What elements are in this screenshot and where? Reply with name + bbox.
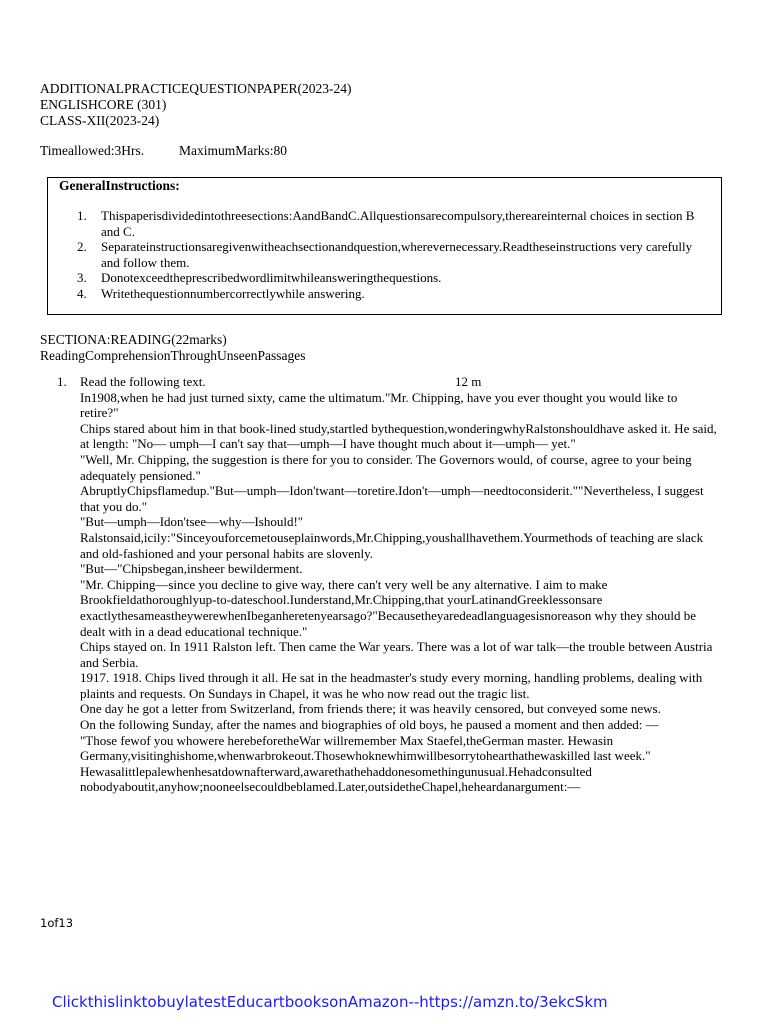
paper-header — [40, 81, 352, 129]
subject-code: ENGLISHCORE (301) — [40, 97, 167, 112]
question-marks: 12 m — [455, 374, 482, 389]
instruction-item: 4. Writethequestionnumbercorrectlywhile answering. — [77, 285, 365, 301]
question-prompt: Read the following text. — [80, 374, 206, 389]
passage-paragraph: Ralstonsaid,icily:"Sinceyouforcemetouseplainwords,Mr.Chipping,youshallhavethem.Yourmethods of teaching are slack and old-fashioned and your personal habits are slovenly. — [80, 529, 704, 561]
general-instructions-box — [47, 177, 722, 315]
page-number: 1of13 — [40, 916, 74, 930]
time-marks-row — [40, 143, 287, 159]
passage-paragraph: "But—"Chipsbegan,insheer bewilderment. — [80, 561, 303, 577]
instructions-list — [59, 208, 707, 301]
passage-paragraph: "Mr. Chipping—since you decline to give way, there can't very well be any alternative. I aim to make Brookfieldathoroughlyup-to-dateschool.Iunderstand,Mr.Chipping,that yourLatinandGreeklessonsare exactlythesameastheywerewhenIbeganheretenyearsago?"Becausetheyaredeadlanguagesisnoreason why they should be dealt with in a dead educational technique." — [80, 576, 697, 639]
question-1 — [57, 374, 717, 795]
passage-paragraph: Hewasalittlepalewhenhesatdownafterward,awarethathehaddonesomethingunusual.Hehadconsulted nobodyaboutit,anyhow;nooneelsecouldbeblamed.Later,outsidetheChapel,heheardanargument:— — [80, 763, 592, 795]
passage-paragraph: In1908,when he had just turned sixty, came the ultimatum."Mr. Chipping, have you ever thought you would like to retire?" — [80, 389, 678, 421]
section-title: SECTIONA:READING(22marks) — [40, 332, 227, 347]
passage-paragraph: Chips stared about him in that book-lined study,startled bythequestion,wonderingwhyRalstonshouldhave asked it. He said, at length: "No— umph—I can't say that—umph—I have thought much about it—umph— yet." — [80, 420, 717, 452]
promo-link[interactable]: ClickthislinktobuylatestEducartbooksonAmazon--https://amzn.to/3ekcSkm — [52, 993, 608, 1011]
section-subtitle: ReadingComprehensionThroughUnseenPassages — [40, 347, 306, 363]
class-label: CLASS-XII(2023-24) — [40, 113, 160, 128]
passage-paragraph: "Those fewof you whowere herebeforetheWar willremember Max Staefel,theGerman master. Hewasin Germany,visitinghishome,whenwarbrokeout.Thosewhoknewhimwillbesorrytohearthathewaskilled last week." — [80, 732, 651, 764]
section-heading — [40, 332, 305, 363]
instruction-item: 2. Separateinstructionsaregivenwitheachsectionandquestion,wherevernecessary.Readtheseinstructions very carefully and follow them. — [77, 239, 693, 270]
instruction-item: 3. Donotexceedtheprescribedwordlimitwhileansweringthequestions. — [77, 270, 442, 285]
instruction-item: 1. Thispaperisdividedintothreesections:AandBandC.Allquestionsarecompulsory,thereareinternal choices in section B and C. — [77, 208, 695, 239]
paper-title: ADDITIONALPRACTICEQUESTIONPAPER(2023-24) — [40, 81, 352, 96]
instructions-title: GeneralInstructions: — [59, 178, 180, 193]
passage-paragraph: "Well, Mr. Chipping, the suggestion is there for you to consider. The Governors would, of course, agree to your being adequately pensioned." — [80, 451, 692, 483]
time-allowed: Timeallowed:3Hrs. — [40, 143, 145, 158]
maximum-marks: MaximumMarks:80 — [179, 143, 287, 158]
reading-passage — [57, 390, 717, 795]
passage-paragraph: One day he got a letter from Switzerland, from friends there; it was heavily censored, but conveyed some news. — [80, 701, 661, 717]
passage-paragraph: AbruptlyChipsflamedup."But—umph—Idon'twant—toretire.Idon't—umph—needtoconsiderit.""Nevertheless, I suggest that you do." — [80, 483, 704, 514]
passage-paragraph: "But—umph—Idon'tsee—why—Ishould!" — [80, 514, 304, 530]
passage-paragraph: On the following Sunday, after the names and biographies of old boys, he paused a moment and then added: — — [80, 717, 659, 733]
passage-paragraph: 1917. 1918. Chips lived through it all. He sat in the headmaster's study every morning, handling problems, dealing with plaints and requests. On Sundays in Chapel, it was he who now read out the tragic list. — [80, 670, 703, 701]
passage-paragraph: Chips stayed on. In 1911 Ralston left. Then came the War years. There was a lot of war talk—the trouble between Austria and Serbia. — [80, 639, 713, 670]
question-number: 1. — [57, 374, 67, 389]
question-prompt-row — [57, 374, 717, 390]
